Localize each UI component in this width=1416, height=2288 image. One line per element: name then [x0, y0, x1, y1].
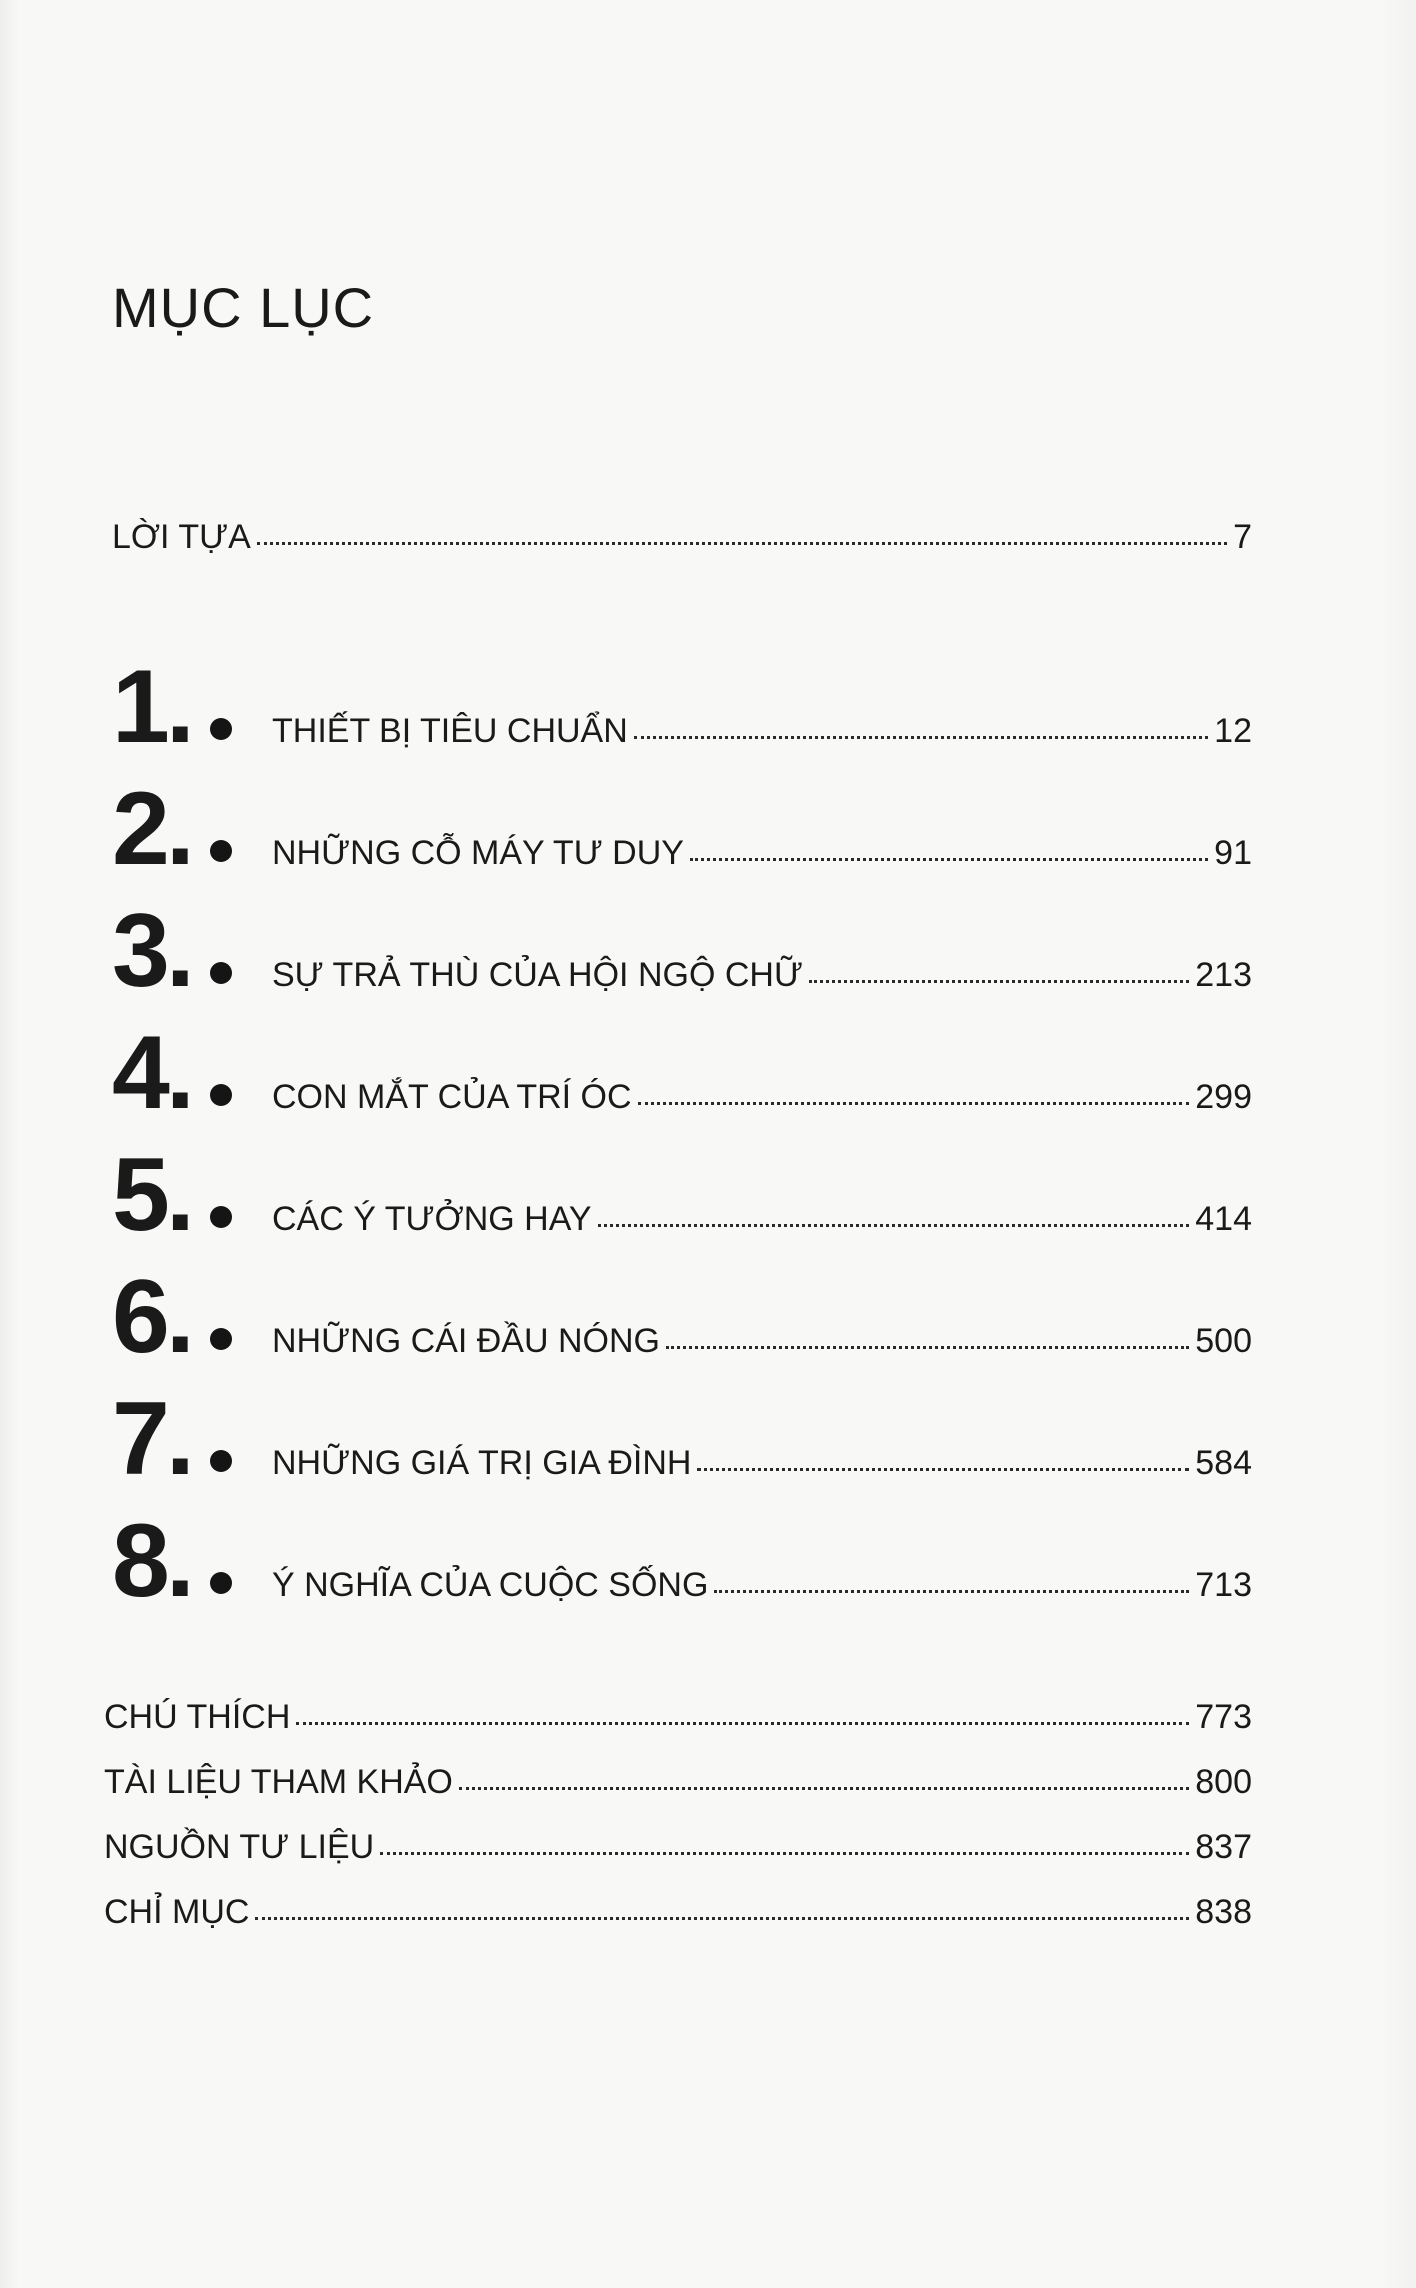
toc-chapter-6[interactable] — [112, 1259, 1252, 1375]
bullet-dot — [210, 840, 232, 862]
toc-chapter-7[interactable] — [112, 1381, 1252, 1497]
toc-chapter-3[interactable] — [112, 893, 1252, 1009]
chapter-number: 7. — [112, 1381, 191, 1497]
page-title: MỤC LỤC — [112, 276, 375, 339]
toc-entry-label: LỜI TỰA — [112, 518, 251, 556]
toc-entry-index[interactable] — [104, 1895, 1252, 1929]
chapter-page: 500 — [1195, 1322, 1252, 1360]
chapter-title: NHỮNG GIÁ TRỊ GIA ĐÌNH — [272, 1444, 692, 1482]
dot-leader — [257, 542, 1227, 545]
toc-entry-label: NGUỒN TƯ LIỆU — [104, 1828, 375, 1866]
dot-leader — [296, 1722, 1189, 1725]
chapter-number: 4. — [112, 1015, 191, 1131]
bullet-dot — [210, 1328, 232, 1350]
toc-chapter-2[interactable] — [112, 771, 1252, 887]
dot-leader — [598, 1224, 1190, 1227]
dot-leader — [638, 1102, 1190, 1105]
chapter-page: 584 — [1195, 1444, 1252, 1482]
toc-entry-sources[interactable] — [104, 1830, 1252, 1864]
toc-entry-references[interactable] — [104, 1765, 1252, 1799]
bullet-dot — [210, 962, 232, 984]
chapter-number: 5. — [112, 1137, 191, 1253]
toc-entry-label: CHỈ MỤC — [104, 1893, 250, 1931]
bullet-dot — [210, 1572, 232, 1594]
chapter-page: 299 — [1195, 1078, 1252, 1116]
chapter-number: 2. — [112, 771, 191, 887]
chapter-title: Ý NGHĨA CỦA CUỘC SỐNG — [272, 1566, 709, 1604]
dot-leader — [380, 1852, 1189, 1855]
chapter-title: NHỮNG CỖ MÁY TƯ DUY — [272, 834, 684, 872]
chapter-title: SỰ TRẢ THÙ CỦA HỘI NGỘ CHỮ — [272, 956, 803, 994]
chapter-number: 1. — [112, 649, 191, 765]
chapter-title: THIẾT BỊ TIÊU CHUẨN — [272, 712, 628, 750]
dot-leader — [690, 858, 1208, 861]
bullet-dot — [210, 1084, 232, 1106]
chapter-title: CÁC Ý TƯỞNG HAY — [272, 1200, 592, 1238]
chapter-page: 713 — [1195, 1566, 1252, 1604]
chapter-number: 8. — [112, 1503, 191, 1619]
chapter-page: 12 — [1214, 712, 1252, 750]
toc-chapter-1[interactable] — [112, 649, 1252, 765]
dot-leader — [459, 1787, 1189, 1790]
toc-entry-page: 837 — [1195, 1828, 1252, 1866]
chapter-page: 414 — [1195, 1200, 1252, 1238]
bullet-dot — [210, 718, 232, 740]
dot-leader — [666, 1346, 1189, 1349]
bullet-dot — [210, 1206, 232, 1228]
toc-chapter-5[interactable] — [112, 1137, 1252, 1253]
toc-entry-notes[interactable] — [104, 1700, 1252, 1734]
chapter-number: 3. — [112, 893, 191, 1009]
chapter-page: 213 — [1195, 956, 1252, 994]
bullet-dot — [210, 1450, 232, 1472]
toc-chapter-4[interactable] — [112, 1015, 1252, 1131]
chapter-title: CON MẮT CỦA TRÍ ÓC — [272, 1078, 632, 1116]
dot-leader — [634, 736, 1208, 739]
dot-leader — [809, 980, 1189, 983]
chapter-page: 91 — [1214, 834, 1252, 872]
toc-entry-page: 773 — [1195, 1698, 1252, 1736]
toc-chapter-8[interactable] — [112, 1503, 1252, 1619]
toc-entry-label: CHÚ THÍCH — [104, 1698, 291, 1736]
toc-entry-page: 838 — [1195, 1893, 1252, 1931]
toc-entry-preface[interactable] — [112, 520, 1252, 554]
toc-entry-page: 800 — [1195, 1763, 1252, 1801]
dot-leader — [714, 1590, 1189, 1593]
chapter-title: NHỮNG CÁI ĐẦU NÓNG — [272, 1322, 660, 1360]
dot-leader — [697, 1468, 1189, 1471]
chapter-number: 6. — [112, 1259, 191, 1375]
toc-entry-page: 7 — [1233, 518, 1252, 556]
toc-entry-label: TÀI LIỆU THAM KHẢO — [104, 1763, 453, 1801]
dot-leader — [255, 1917, 1189, 1920]
